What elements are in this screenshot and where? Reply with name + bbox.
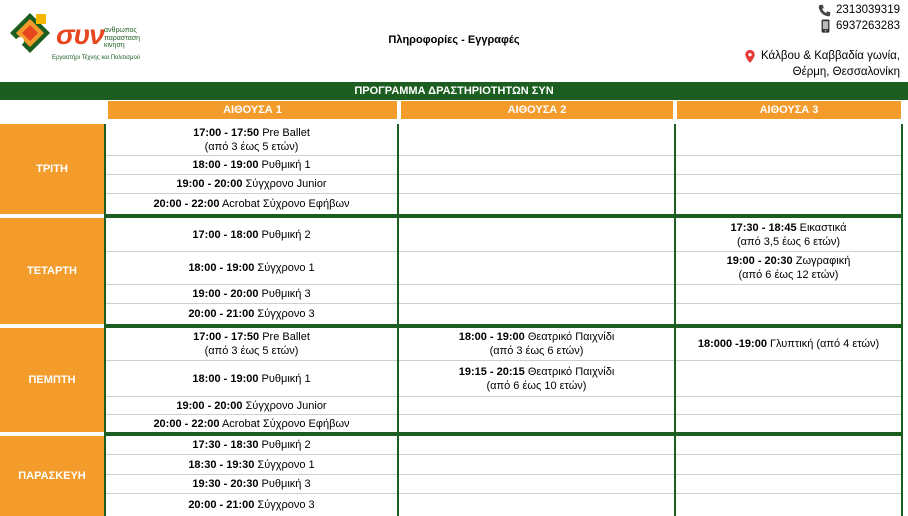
class-entry (192, 477, 310, 491)
class-name: Γλυπτική (από 4 ετών) (770, 338, 880, 350)
day-room-cell (676, 218, 903, 324)
day-label: ΠΑΡΑΣΚΕΥΗ (0, 436, 104, 516)
class-time: 20:00 - 22:00 (153, 417, 220, 430)
class-slot (106, 455, 397, 475)
class-slot (676, 361, 901, 397)
room-header-1: ΑΙΘΟΥΣΑ 1 (108, 101, 397, 119)
address-block (745, 48, 900, 80)
logo-brand-text: συν (56, 19, 104, 50)
class-age-note: (από 3,5 έως 6 ετών) (736, 235, 840, 248)
class-time: 18:30 - 19:30 (188, 458, 255, 471)
class-entry (188, 307, 314, 321)
class-time: 18:00 - 19:00 (192, 372, 259, 385)
class-slot (399, 475, 674, 494)
class-slot (106, 415, 397, 432)
class-slot (676, 436, 901, 455)
mobile-row[interactable] (818, 18, 900, 34)
class-entry (698, 337, 879, 351)
class-slot (106, 328, 397, 361)
class-name: Σύγχρονο 3 (257, 308, 315, 320)
class-entry (188, 498, 314, 512)
class-entry (176, 177, 326, 191)
class-age-note: (από 3 έως 5 ετών) (204, 140, 299, 153)
class-slot (106, 252, 397, 285)
class-slot (106, 194, 397, 214)
class-slot (399, 494, 674, 516)
class-entry (192, 158, 310, 172)
class-time: 17:30 - 18:30 (192, 439, 259, 451)
class-time: 19:00 - 20:00 (176, 178, 243, 190)
class-slot (676, 397, 901, 415)
day-room-cell (104, 436, 399, 516)
class-time: 20:00 - 21:00 (188, 308, 255, 320)
class-slot (676, 475, 901, 494)
day-room-cell (104, 124, 399, 214)
class-slot (399, 455, 674, 475)
class-time: 18:000 -19:00 (697, 338, 767, 350)
class-name: Acrobat Σύχρονο Εφήβων (221, 198, 350, 210)
mobile-number: 6937263283 (836, 20, 900, 32)
class-name: Ρυθμική 1 (261, 159, 311, 171)
class-slot (676, 252, 901, 285)
class-slot (106, 124, 397, 156)
class-slot (676, 218, 901, 252)
class-time: 17:00 - 17:50 (193, 331, 260, 343)
phone-number: 2313039319 (836, 4, 900, 16)
day-room-cell (676, 124, 903, 214)
class-age-note: (από 3 έως 5 ετών) (204, 345, 299, 357)
class-slot (106, 436, 397, 455)
page-title: Πληροφορίες - Εγγραφές (388, 34, 520, 46)
class-age-note: (από 3 έως 6 ετών) (489, 345, 584, 357)
class-time: 19:15 - 20:15 (458, 365, 525, 378)
address-line-1: Κάλβου & Καββαδία γωνία, (760, 50, 900, 62)
class-slot (399, 415, 674, 432)
day-room-cell (676, 328, 903, 432)
class-slot (399, 218, 674, 252)
day-room-cell (104, 218, 399, 324)
schedule-title: ΠΡΟΓΡΑΜΜΑ ΔΡΑΣΤΗΡΙΟΤΗΤΩΝ ΣΥΝ (0, 82, 908, 100)
class-name: Σύγχρονο 1 (257, 262, 315, 274)
class-name: Θεατρικό Παιχνίδι (527, 331, 615, 343)
day-label: ΤΕΤΑΡΤΗ (0, 218, 104, 324)
class-entry (459, 330, 615, 358)
phone-row[interactable] (818, 2, 900, 18)
phone-icon (818, 4, 831, 17)
class-entry (153, 417, 349, 431)
class-slot (106, 361, 397, 397)
class-entry (188, 261, 314, 275)
class-entry (192, 438, 310, 452)
class-slot (676, 455, 901, 475)
class-name: Θεατρικό Παιχνίδι (527, 365, 615, 378)
class-name: Pre Ballet (262, 126, 310, 139)
class-name: Ρυθμική 3 (261, 288, 311, 300)
class-slot (106, 397, 397, 415)
class-slot (106, 156, 397, 175)
class-time: 17:00 - 18:00 (192, 228, 259, 241)
class-slot (399, 361, 674, 397)
logo-subtitle: Εργαστήρι Τέχνης και Πολιτισμού (52, 55, 141, 61)
class-name: Ζωγραφική (795, 255, 851, 267)
class-slot (399, 285, 674, 304)
class-slot (399, 175, 674, 194)
location-pin-icon (745, 50, 755, 63)
class-time: 20:00 - 22:00 (153, 198, 220, 210)
class-slot (676, 304, 901, 324)
class-time: 18:00 - 19:00 (188, 262, 255, 274)
mobile-phone-icon (820, 19, 831, 33)
class-entry (731, 221, 847, 249)
class-slot (399, 397, 674, 415)
class-time: 18:00 - 19:00 (192, 159, 259, 171)
class-age-note: (από 6 έως 10 ετών) (486, 379, 587, 392)
day-label: ΤΡΙΤΗ (0, 124, 104, 214)
class-slot (676, 124, 901, 156)
class-time: 17:30 - 18:45 (730, 221, 797, 234)
class-entry (153, 197, 349, 211)
contact-phones (818, 2, 900, 34)
room-header-2: ΑΙΘΟΥΣΑ 2 (401, 101, 673, 119)
class-slot (106, 175, 397, 194)
class-entry (192, 287, 310, 301)
class-name: Ρυθμική 2 (261, 228, 311, 241)
class-slot (399, 156, 674, 175)
class-slot (676, 156, 901, 175)
class-time: 19:30 - 20:30 (192, 478, 259, 490)
class-slot (676, 175, 901, 194)
address-line-2: Θέρμη, Θεσσαλονίκη (792, 66, 900, 78)
class-slot (106, 475, 397, 494)
day-room-cell (399, 328, 676, 432)
class-name: Εικαστικά (799, 221, 847, 234)
day-room-cell (399, 218, 676, 324)
day-room-cell (399, 436, 676, 516)
class-entry (193, 330, 310, 358)
class-slot (399, 436, 674, 455)
class-slot (106, 304, 397, 324)
class-slot (106, 285, 397, 304)
day-label: ΠΕΜΠΤΗ (0, 328, 104, 432)
class-time: 19:00 - 20:30 (726, 255, 793, 267)
class-slot (676, 285, 901, 304)
class-time: 20:00 - 21:00 (188, 499, 255, 511)
class-name: Σύγχρονο 3 (257, 499, 315, 511)
class-time: 17:00 - 17:50 (193, 126, 260, 139)
class-slot (676, 328, 901, 361)
class-age-note: (από 6 έως 12 ετών) (738, 269, 839, 281)
class-slot (399, 194, 674, 214)
class-time: 19:00 - 20:00 (192, 288, 259, 300)
logo-tagline: ανθρωπος παρασταση κινηση (104, 27, 141, 49)
class-name: Ρυθμική 2 (261, 439, 311, 451)
class-name: Σύγχρονο Junior (245, 178, 327, 190)
class-slot (676, 194, 901, 214)
class-slot (676, 415, 901, 432)
class-entry (459, 365, 615, 393)
class-name: Pre Ballet (262, 331, 310, 343)
class-slot (399, 124, 674, 156)
class-slot (106, 494, 397, 516)
class-entry (188, 458, 314, 472)
class-time: 18:00 - 19:00 (458, 331, 525, 343)
class-entry (192, 372, 310, 386)
class-entry (192, 228, 310, 242)
class-name: Ρυθμική 3 (261, 478, 311, 490)
day-room-cell (104, 328, 399, 432)
class-name: Σύγχρονο Junior (245, 399, 327, 412)
day-room-cell (676, 436, 903, 516)
class-entry (176, 399, 326, 413)
class-name: Acrobat Σύχρονο Εφήβων (221, 417, 350, 430)
class-entry (193, 126, 310, 154)
class-slot (399, 252, 674, 285)
class-name: Σύγχρονο 1 (257, 458, 315, 471)
day-room-cell (399, 124, 676, 214)
class-slot (106, 218, 397, 252)
class-time: 19:00 - 20:00 (176, 399, 243, 412)
logo-emblem-icon (6, 11, 54, 55)
class-entry (727, 254, 851, 282)
class-slot (676, 494, 901, 516)
site-header (0, 0, 908, 82)
class-name: Ρυθμική 1 (261, 372, 311, 385)
room-header-3: ΑΙΘΟΥΣΑ 3 (677, 101, 901, 119)
class-slot (399, 304, 674, 324)
class-slot (399, 328, 674, 361)
